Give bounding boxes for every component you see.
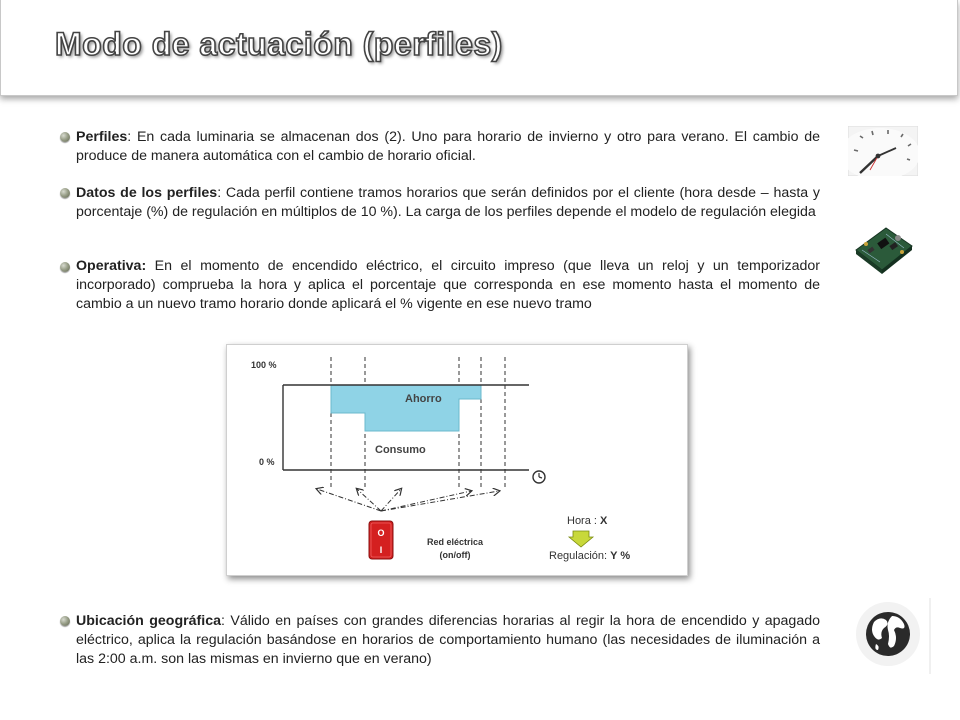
clock-icon <box>533 471 545 483</box>
bullet-term: Operativa: <box>76 258 147 274</box>
red-electrica-label: Red eléctrica <box>426 537 484 547</box>
slide-title: Modo de actuación (perfiles) <box>55 26 503 62</box>
switch-on-symbol: I <box>379 545 383 555</box>
hora-label: Hora : X <box>567 515 608 527</box>
ahorro-label: Ahorro <box>405 393 442 405</box>
bullet-term: Perfiles <box>76 129 128 145</box>
label-100-percent: 100 % <box>251 360 277 370</box>
bullet-marker <box>60 188 70 198</box>
regulation-diagram <box>226 344 688 576</box>
ahorro-area <box>331 385 481 431</box>
label-0-percent: 0 % <box>259 457 275 467</box>
bullet-ubicacion <box>76 612 820 669</box>
globe-image <box>848 598 932 674</box>
consumo-label: Consumo <box>375 444 426 456</box>
bullet-marker <box>60 262 70 272</box>
circuit-board-image <box>852 222 916 278</box>
bullet-operativa <box>76 257 820 314</box>
bullet-text: En el momento de encendido eléctrico, el circuito impreso (que lleva un reloj y un temporizador incorporado) comprueba la hora y aplica el porcentaje que corresponda en ese momento hasta el momento de cambio a un nuevo tramo horario donde aplicará el % vigente en ese nuevo tramo <box>76 258 820 312</box>
bullet-datos-perfiles <box>76 184 820 222</box>
title-bar <box>0 0 958 96</box>
bullet-perfiles <box>76 128 820 166</box>
on-off-label: (on/off) <box>439 550 471 560</box>
bullet-term: Ubicación geográfica <box>76 613 221 629</box>
bullet-text: : Cada perfil contiene tramos horarios que serán definidos por el cliente (hora desde – hasta y porcentaje (%) de regulación en múltiplos de 10 %). La carga de los perfiles depende el modelo de regulación elegida <box>76 185 820 220</box>
switch-signal-arrows <box>317 489 499 511</box>
regulacion-label: Regulación: Y % <box>549 550 631 562</box>
down-arrow-icon <box>569 531 593 547</box>
bullet-text: : Válido en países con grandes diferencias horarias al regir la hora de encendido y apagado eléctrico, aplica la regulación basándose en horarios de comportamiento humano (las necesidades de iluminación a las 2:00 a.m. son las mismas en invierno que en verano) <box>76 613 820 667</box>
clock-image <box>848 126 918 176</box>
bullet-text: : En cada luminaria se almacenan dos (2). Uno para horario de invierno y otro para verano. El cambio de produce de manera automática con el cambio de horario oficial. <box>76 129 820 164</box>
switch-off-symbol: O <box>377 528 385 538</box>
diagram-canvas <box>227 345 687 575</box>
bullet-term: Datos de los perfiles <box>76 185 218 201</box>
power-switch-icon <box>369 521 393 559</box>
bullet-marker <box>60 132 70 142</box>
bullet-marker <box>60 616 70 626</box>
